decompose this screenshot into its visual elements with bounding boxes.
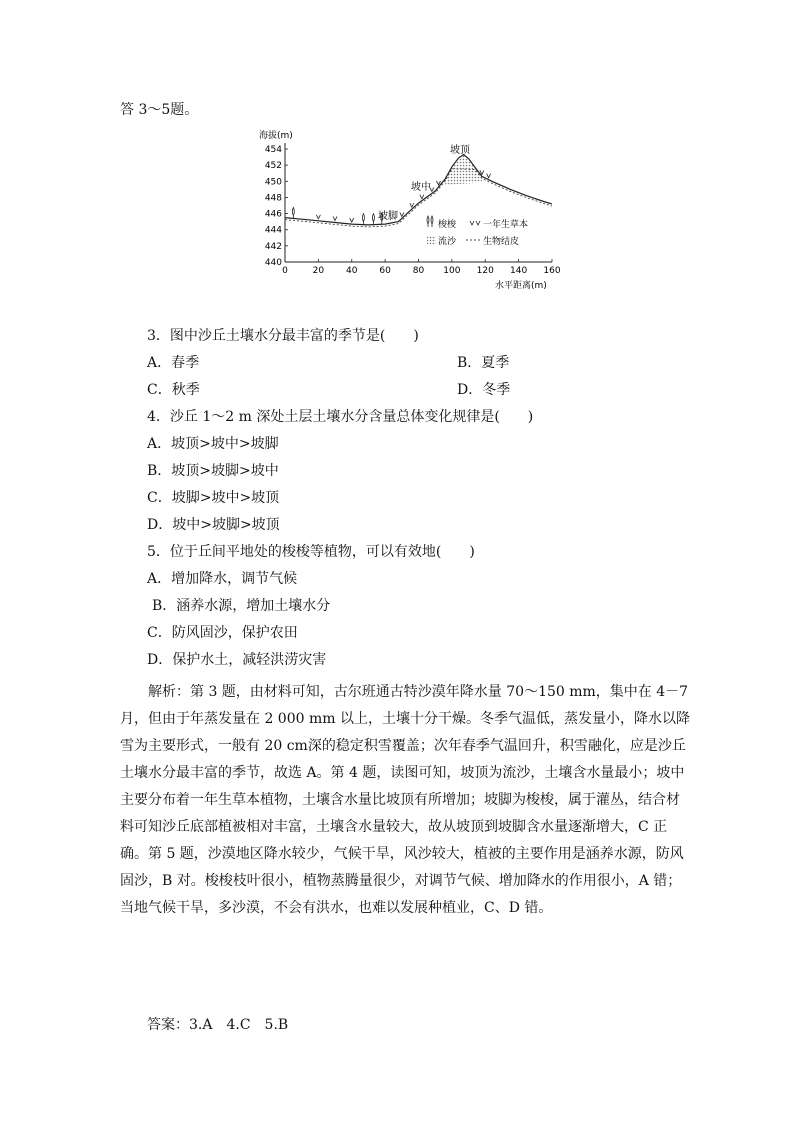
x-tick-label: 20: [312, 266, 325, 276]
x-tick-label: 40: [346, 266, 358, 276]
x-tick-label: 120: [476, 266, 494, 276]
question-4-stem: 4．沙丘 1～2 m 深处土层土壤水分含量总体变化规律是( ): [147, 409, 534, 425]
legend: [427, 216, 528, 247]
question-5-option-d: D．保护水土，减轻洪涝灾害: [147, 652, 327, 668]
question-3-option-d: D．冬季: [457, 382, 511, 398]
dune-profile-figure: [255, 128, 575, 290]
y-tick-label: 446: [264, 209, 282, 220]
label-top: 坡顶: [450, 145, 470, 156]
question-4-option-a: A．坡顶>坡中>坡脚: [147, 436, 279, 452]
label-middle: 坡中: [411, 182, 431, 193]
legend-annual-herb-icon: [470, 221, 480, 225]
tamarisk-marker: [372, 214, 374, 225]
legend-quicksand-icon: [427, 236, 436, 244]
question-3-option-b: B．夏季: [457, 355, 510, 371]
y-tick-label: 442: [264, 241, 282, 252]
x-tick-label: 140: [510, 266, 528, 276]
annual-herb-marker: [487, 174, 491, 178]
x-tick-label: 160: [543, 266, 561, 276]
y-tick-label: 454: [264, 145, 282, 155]
question-5-option-b: B．涵养水源，增加土壤水分: [152, 598, 331, 614]
y-tick-label: 452: [264, 161, 282, 172]
question-5-option-c: C．防风固沙，保护农田: [147, 625, 298, 641]
tamarisk-marker: [362, 214, 364, 225]
x-tick-label: 80: [412, 266, 425, 276]
legend-quicksand: 流沙: [438, 237, 457, 247]
tamarisk-marker: [292, 207, 294, 218]
y-axis-label: 海拔(m): [259, 131, 293, 141]
x-axis-label: 水平距离(m): [495, 281, 547, 290]
annual-herb-marker: [316, 215, 320, 219]
answer-line: 答案：3.A 4.C 5.B: [147, 1017, 289, 1033]
y-tick-label: 444: [264, 225, 282, 236]
y-tick-label: 450: [264, 177, 282, 188]
analysis-text: 解析：第 3 题，由材料可知，古尔班通古特沙漠年降水量 70～150 mm，集中在 4－7 月，但由于年蒸发量在 2 000 mm 以上，土壤十分干燥。冬季气温低，蒸发量小，降水以降雪为主要形式，一般有 20 cm深的稳定积雪覆盖；次年春季气温回升，积雪融化，应是沙丘土壤水分最丰富的季节，故选 A。第 4 题，读图可知，坡顶为流沙，土壤含水量最小；坡中主要分布着一年生草本植物，土壤含水量比坡顶有所增加；坡脚为梭梭，属于灌丛，结合材料可知沙丘底部植被相对丰富，土壤含水量较大，故从坡顶到坡脚含水量逐渐增大，C 正确。第 5 题，沙漠地区降水较少，气候干旱，风沙较大，植被的主要作用是涵养水源，防风固沙，B 对。梭梭枝叶很小，植物蒸腾量很少，对调节气候、增加降水的作用很小，A 错；当地气候干旱，多沙漠，不会有洪水，也难以发展种植业，C、D 错。: [120, 684, 690, 916]
annual-herb-marker: [400, 212, 404, 216]
question-5-option-a: A．增加降水，调节气候: [147, 571, 298, 587]
legend-biocrust: 生物结皮: [483, 237, 520, 247]
legend-tamarisk: 梭梭: [438, 220, 457, 230]
question-3-stem: 3．图中沙丘土壤水分最丰富的季节是( ): [147, 328, 419, 344]
annual-herb-marker: [350, 218, 354, 222]
question-3-option-c: C．秋季: [147, 382, 200, 398]
label-foot: 坡脚: [378, 211, 398, 222]
x-tick-label: 60: [379, 266, 391, 276]
annual-herb-marker: [333, 216, 337, 220]
question-4-option-c: C．坡脚>坡中>坡顶: [147, 490, 280, 506]
legend-annual-herb: 一年生草本: [483, 220, 529, 230]
question-3-option-a: A．春季: [147, 355, 200, 371]
question-5-stem: 5．位于丘间平地处的梭梭等植物，可以有效地( ): [147, 544, 475, 560]
x-tick-label: 0: [282, 266, 288, 276]
intro-line: 答 3～5题。: [120, 102, 199, 118]
x-tick-label: 100: [443, 266, 461, 276]
y-tick-label: 448: [264, 193, 282, 204]
analysis-block: [120, 679, 690, 922]
annual-herb-marker: [420, 195, 424, 199]
question-4-option-d: D．坡中>坡脚>坡顶: [147, 517, 280, 533]
y-tick-label: 440: [264, 258, 282, 268]
annual-herb-marker: [410, 203, 414, 207]
legend-tamarisk-icon: [427, 216, 433, 227]
question-4-option-b: B．坡顶>坡脚>坡中: [147, 463, 279, 479]
annual-herb-marker: [437, 181, 441, 185]
biocrust-line: [285, 169, 552, 227]
